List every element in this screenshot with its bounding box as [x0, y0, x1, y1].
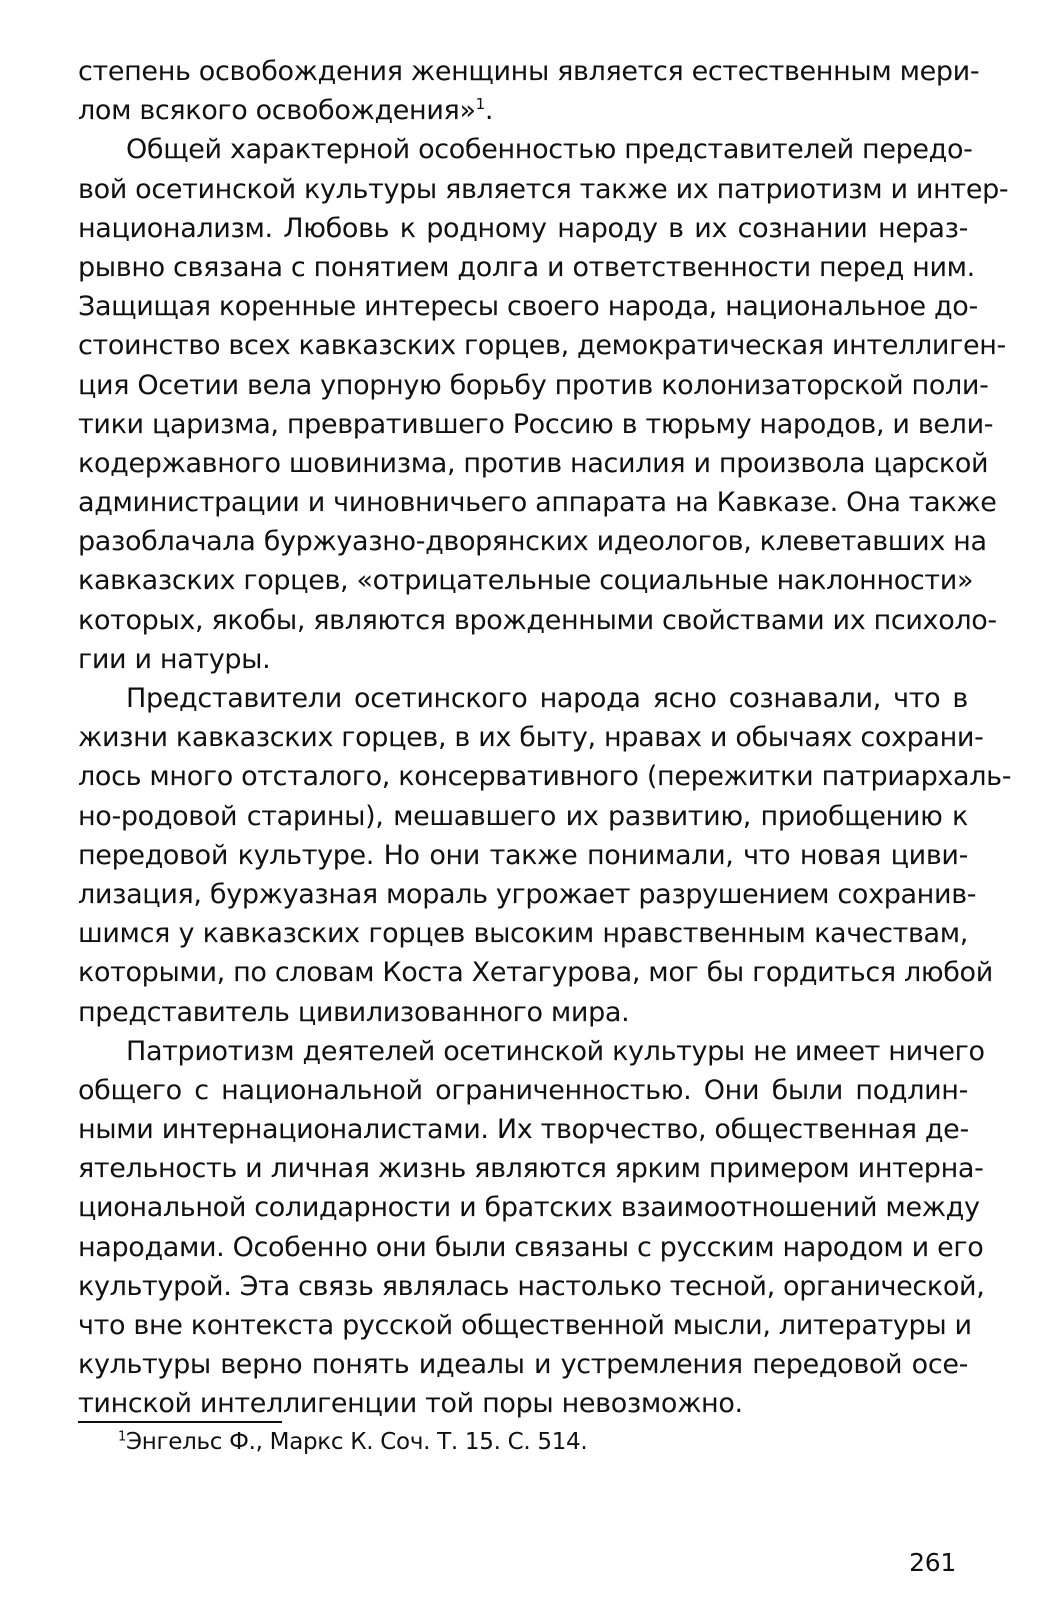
text-line — [78, 914, 968, 953]
text-line-content: лизация, буржуазная мораль угрожает разрушением сохранив- — [78, 878, 977, 910]
text-line-content: лом всякого освобождения» — [78, 95, 476, 127]
text-line — [78, 1110, 968, 1149]
text-line-content: ция Осетии вела упорную борьбу против колонизаторской поли- — [78, 369, 989, 401]
text-line — [78, 836, 968, 875]
text-line — [78, 679, 968, 718]
text-line — [78, 444, 989, 483]
text-line-content: циональной солидарности и братских взаимоотношений между — [78, 1192, 980, 1224]
text-line-content: Защищая коренные интересы своего народа, национальное до- — [78, 291, 978, 323]
footnote-separator — [78, 1421, 282, 1423]
text-line-content: администрации и чиновничьего аппарата на Кавказе. Она также — [78, 487, 997, 519]
text-line-content: представитель цивилизованного мира. — [78, 996, 630, 1028]
text-line-content: но-родовой старины), мешавшего их развитию, приобщению к — [78, 800, 968, 832]
text-line-content: Общей характерной особенностью представителей передо- — [126, 134, 973, 166]
text-line — [78, 1149, 984, 1188]
text-line-content: народами. Особенно они были связаны с русским народом и его — [78, 1231, 984, 1263]
text-line — [78, 326, 1006, 365]
text-line — [78, 1384, 968, 1423]
text-line — [78, 1228, 984, 1267]
text-line — [78, 718, 984, 757]
text-line-content: лось много отсталого, консервативного (пережитки патриархаль- — [78, 761, 1012, 793]
text-line-content: шимся у кавказских горцев высоким нравственным качествам, — [78, 918, 968, 950]
text-line-content: разоблачала буржуазно-дворянских идеологов, клеветавших на — [78, 526, 987, 558]
page-body — [78, 52, 1012, 1424]
text-line-content: тинской интеллигенции той поры невозможно. — [78, 1388, 743, 1420]
text-line-content: общего с национальной ограниченностью. Они были подлин- — [78, 1074, 968, 1106]
footnote — [118, 1426, 587, 1458]
text-line — [78, 953, 993, 992]
text-line — [78, 1032, 985, 1071]
text-line — [78, 561, 974, 600]
text-line-content: вой осетинской культуры является также их патриотизм и интер- — [78, 173, 1009, 205]
text-line-content: жизни кавказских горцев, в их быту, нравах и обычаях сохрани- — [78, 722, 984, 754]
page-number: 261 — [909, 1548, 956, 1577]
text-line — [78, 366, 989, 405]
text-line-content: тики царизма, превратившего Россию в тюрьму народов, и вели- — [78, 408, 994, 440]
footnote-marker: 1 — [118, 1429, 126, 1445]
text-line-content: национализм. Любовь к родному народу в их сознании нераз- — [78, 212, 968, 244]
text-line-content: кодержавного шовинизма, против насилия и произвола царской — [78, 447, 989, 479]
text-line — [78, 52, 980, 91]
text-line-content: гии и натуры. — [78, 643, 271, 675]
text-line — [78, 757, 1012, 796]
text-line-content: которыми, по словам Коста Хетагурова, мог бы гордиться любой — [78, 957, 993, 989]
text-line-content: передовой культуре. Но они также понимали, что новая циви- — [78, 839, 968, 871]
text-line-content: Представители осетинского народа ясно сознавали, что в — [126, 683, 968, 714]
text-line-content: ятельность и личная жизнь являются ярким примером интерна- — [78, 1153, 984, 1185]
text-line — [78, 522, 987, 561]
text-line — [78, 1267, 985, 1306]
text-line — [78, 209, 968, 248]
text-line — [78, 91, 968, 130]
text-line-content: что вне контекста русской общественной мысли, литературы и — [78, 1310, 972, 1341]
text-line — [78, 601, 997, 640]
text-line-tail: . — [484, 95, 494, 127]
text-line-content: Патриотизм деятелей осетинской культуры не имеет ничего — [126, 1035, 985, 1067]
text-line — [78, 405, 994, 444]
text-line — [78, 170, 1009, 209]
text-line — [78, 130, 973, 169]
text-line-content: ными интернационалистами. Их творчество, общественная де- — [78, 1114, 969, 1146]
footnote-reference: 1 — [475, 95, 485, 114]
text-line — [78, 1306, 972, 1345]
text-line — [78, 993, 968, 1032]
text-line — [78, 483, 997, 522]
footnote-text: Энгельс Ф., Маркс К. Соч. Т. 15. С. 514. — [125, 1429, 588, 1455]
text-line — [78, 287, 978, 326]
text-line-content: стоинство всех кавказских горцев, демократическая интеллиген- — [78, 330, 1006, 362]
text-line — [78, 248, 975, 287]
text-line — [78, 640, 968, 679]
text-line-content: которых, якобы, являются врожденными свойствами их психоло- — [78, 604, 997, 636]
text-line-content: степень освобождения женщины является естественным мери- — [78, 56, 980, 87]
text-line — [78, 1071, 968, 1110]
text-line-content: рывно связана с понятием долга и ответственности перед ним. — [78, 251, 975, 283]
text-line-content: кавказских горцев, «отрицательные социальные наклонности» — [78, 565, 974, 597]
text-line — [78, 875, 977, 914]
text-line — [78, 1188, 980, 1227]
text-line — [78, 1345, 968, 1384]
text-line — [78, 797, 968, 836]
text-line-content: культуры верно понять идеалы и устремления передовой осе- — [78, 1349, 968, 1381]
text-line-content: культурой. Эта связь являлась настолько тесной, органической, — [78, 1270, 985, 1302]
